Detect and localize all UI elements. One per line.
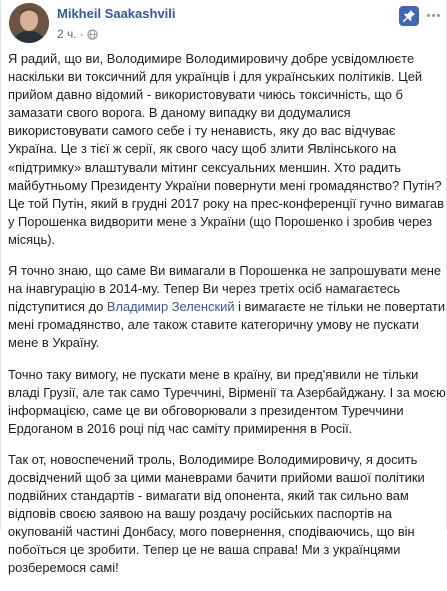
- text-line: наскільки ви токсичний для українців і для українських політиків. Цей: [8, 69, 423, 85]
- post-text: [8, 50, 446, 591]
- text-line: Україна. Це з тієї ж серії, як свого часу щоб злити Явлінського на: [8, 141, 397, 157]
- avatar-image: [9, 3, 49, 43]
- text-line: замазати свого ворога. В даному випадку ви додумалися: [8, 105, 351, 121]
- text-line: владі Грузії, але так само Туреччині, Вірменії та Азербайджану. І за моєю: [8, 384, 446, 400]
- post-meta: [57, 27, 98, 41]
- text-line: «підтримку» влаштували мітинг сексуальних меншин. Хто радить: [8, 159, 401, 175]
- text-line: інформацією, саме це ви обговорювали з президентом Туреччини: [8, 402, 404, 418]
- paragraph-2: [8, 262, 446, 352]
- text-line: використовувати самого себе і ту ненависть, яку до вас відчуває: [8, 123, 396, 139]
- text-fragment: підступитися до: [8, 299, 107, 315]
- text-line: розберемося самі!: [8, 560, 119, 576]
- globe-icon[interactable]: [87, 29, 98, 40]
- text-line: Ердоганом в 2016 році під час саміту примирення в Росії.: [8, 420, 353, 436]
- text-line: майбутньому Президенту України повернути мені громадянство? Путін?: [8, 177, 442, 193]
- text-line: мені громадянство, але також ставите категоричну умову не пускати: [8, 317, 419, 333]
- more-options-icon[interactable]: [426, 9, 442, 23]
- text-line: досвідчений щоб за цими маневрами бачити прийоми вашої політики: [8, 469, 425, 485]
- text-line: у Порошенка видворити мене з України (що Порошенко і зробив через: [8, 213, 433, 229]
- author-avatar[interactable]: [9, 3, 49, 43]
- text-line: побоїться це зробити. Тепер це не ваша справа! Ми з українцями: [8, 542, 401, 558]
- text-line: на інавгурацію в 2014-му. Тепер Ви через третіх осіб намагаєтесь: [8, 281, 401, 297]
- text-fragment: і вимагаєте не тільки не повертати: [234, 299, 446, 315]
- text-line: мене в Україну.: [8, 335, 100, 351]
- paragraph-3: [8, 366, 446, 438]
- pushpin-glyph: [402, 9, 416, 23]
- text-line: Точно таку вимогу, не пускати мене в країну, ви пред'явили не тільки: [8, 366, 419, 382]
- paragraph-4: [8, 451, 434, 578]
- post-header: [1, 0, 447, 46]
- text-line: відповів своєю заявою на вашу роздачу російських паспортів на: [8, 506, 392, 522]
- text-line: місяць).: [8, 231, 56, 247]
- text-line: Я точно знаю, що саме Ви вимагали в Порошенка не запрошувати мене: [8, 263, 442, 279]
- text-line: Я радий, що ви, Володимире Володимировичу добре усвідомлюєте: [8, 51, 415, 66]
- text-line: окупованій частині Донбасу, мого повернення, сподіваючись, що він: [8, 524, 415, 540]
- text-line: подвійних стандартів - вимагати від опонента, який так сильно вам: [8, 488, 409, 504]
- text-line-with-mention: [8, 298, 446, 316]
- text-line: прийом давно відомий - використовувати чиюсь токсичність, що б: [8, 87, 403, 103]
- paragraph-1: [8, 50, 444, 249]
- text-line: Це той Путін, який в грудні 2017 року на прес-конференції гучно вимагав: [8, 195, 444, 211]
- pushpin-icon[interactable]: [399, 6, 419, 26]
- mention-link[interactable]: Владимир Зеленский: [106, 299, 235, 315]
- meta-separator: ·: [79, 27, 84, 41]
- post-timestamp[interactable]: 2 ч.: [57, 27, 77, 41]
- text-line: Так от, новоспечений троль, Володимире Володимировичу, я досить: [8, 451, 418, 467]
- author-name[interactable]: Mikheil Saakashvili: [57, 6, 176, 21]
